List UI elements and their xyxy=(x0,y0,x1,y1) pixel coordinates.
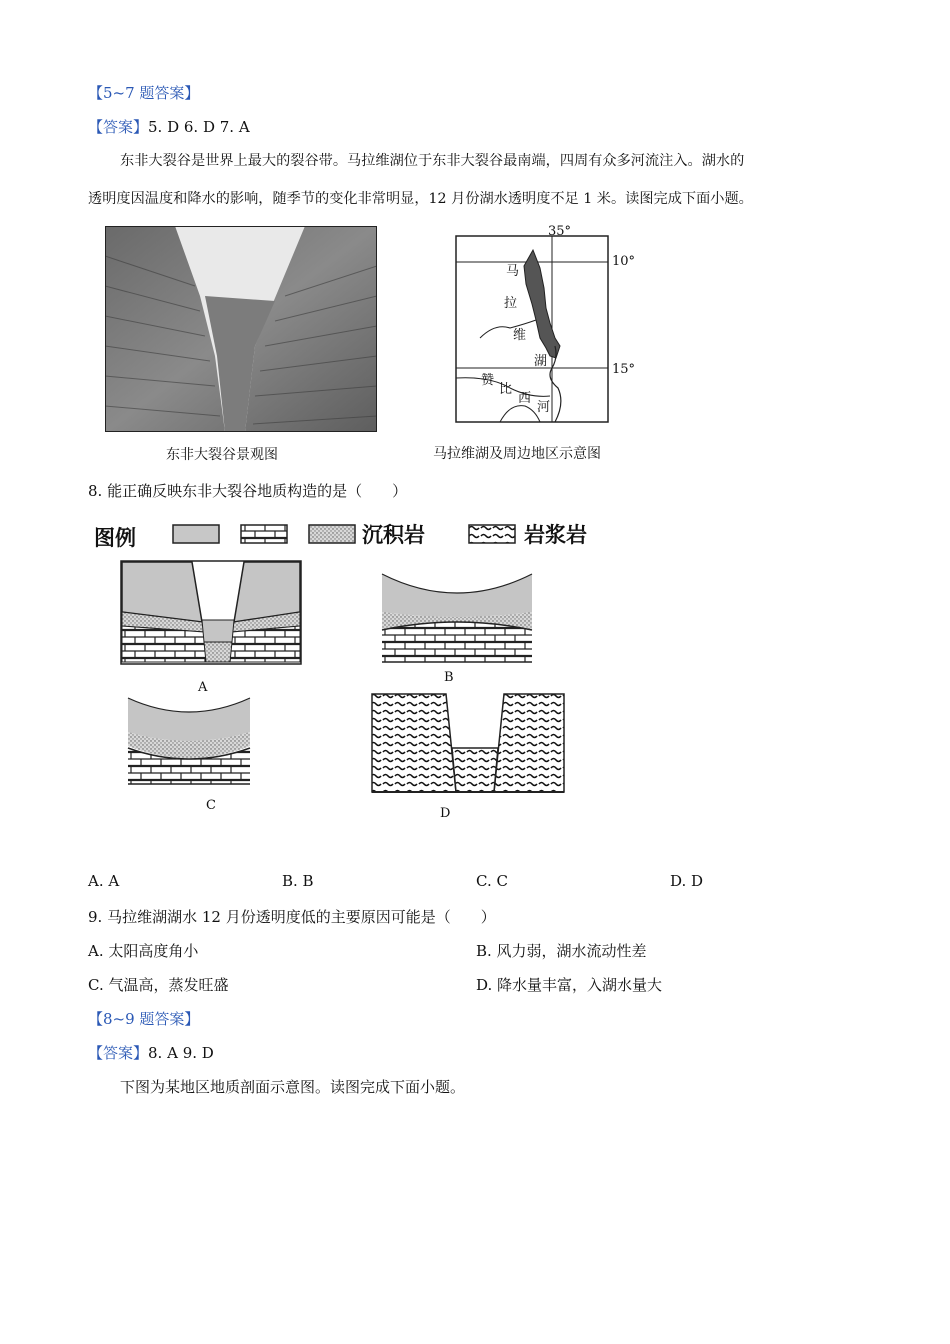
q9-option-a[interactable]: A. 太阳高度角小 xyxy=(88,942,199,960)
q9-option-d[interactable]: D. 降水量丰富，入湖水量大 xyxy=(476,976,663,994)
photo-caption: 东非大裂谷景观图 xyxy=(166,447,278,463)
map-lake-char-4: 湖 xyxy=(534,354,548,369)
legend-wave-swatch xyxy=(468,524,516,544)
map-lake-char-3: 维 xyxy=(513,328,527,343)
section-header-5-7: 【5~7 题答案】 xyxy=(88,84,200,102)
legend-gray-swatch xyxy=(172,524,220,544)
diagram-d-label: D xyxy=(440,806,451,821)
map-lat1-label: 10° xyxy=(612,254,636,269)
q8-option-d[interactable]: D. D xyxy=(670,872,704,890)
q8-option-b[interactable]: B. B xyxy=(282,872,314,890)
q8-option-c[interactable]: C. C xyxy=(476,872,508,890)
q9-option-c[interactable]: C. 气温高，蒸发旺盛 xyxy=(88,976,229,994)
legend-dots-swatch xyxy=(308,524,356,544)
map-river-char-4: 河 xyxy=(537,400,551,415)
map-river-char-1: 赞 xyxy=(481,373,495,388)
rift-valley-photo xyxy=(105,226,377,432)
legend-sedimentary-label: 沉积岩 xyxy=(362,522,425,547)
intro-paragraph-line-1: 东非大裂谷是世界上最大的裂谷带。马拉维湖位于东非大裂谷最南端，四周有众多河流注入。湖水的 xyxy=(120,153,745,169)
answer-text: 8. A 9. D xyxy=(148,1044,214,1062)
q9-stem: 9. 马拉维湖湖水 12 月份透明度低的主要原因可能是（ ） xyxy=(88,908,496,926)
diagram-c xyxy=(126,696,252,788)
legend-magmatic-label: 岩浆岩 xyxy=(524,522,587,547)
map-lake-char-2: 拉 xyxy=(504,296,518,311)
q9-option-b[interactable]: B. 风力弱，湖水流动性差 xyxy=(476,942,647,960)
answer-line-5-7 xyxy=(88,116,250,137)
q8-stem: 8. 能正确反映东非大裂谷地质构造的是（ ） xyxy=(88,482,408,500)
map-lat2-label: 15° xyxy=(612,362,636,377)
map-river-char-3: 西 xyxy=(518,391,532,406)
answer-text: 5. D 6. D 7. A xyxy=(148,118,250,136)
diagram-a xyxy=(120,560,302,666)
answer-tag: 【答案】 xyxy=(88,1044,149,1062)
intro-paragraph-line-2: 透明度因温度和降水的影响，随季节的变化非常明显，12 月份湖水透明度不足 1 米。读图完成下面小题。 xyxy=(88,191,753,207)
answer-tag: 【答案】 xyxy=(88,118,149,136)
map-river-char-2: 比 xyxy=(499,382,513,397)
q8-option-a[interactable]: A. A xyxy=(88,872,120,890)
map-lon-label: 35° xyxy=(548,224,572,239)
map-lake-char-1: 马 xyxy=(506,264,520,279)
intro-paragraph-2: 下图为某地区地质剖面示意图。读图完成下面小题。 xyxy=(120,1078,466,1096)
legend-title: 图例 xyxy=(94,525,136,550)
diagram-a-label: A xyxy=(198,680,208,695)
diagram-c-label: C xyxy=(206,798,216,813)
legend-brick-swatch xyxy=(240,524,288,544)
diagram-b xyxy=(380,572,534,664)
diagram-b-label: B xyxy=(444,670,454,685)
answer-line-8-9 xyxy=(88,1042,214,1063)
map-caption: 马拉维湖及周边地区示意图 xyxy=(433,446,601,462)
section-header-8-9: 【8~9 题答案】 xyxy=(88,1010,200,1028)
diagram-d xyxy=(370,692,566,796)
